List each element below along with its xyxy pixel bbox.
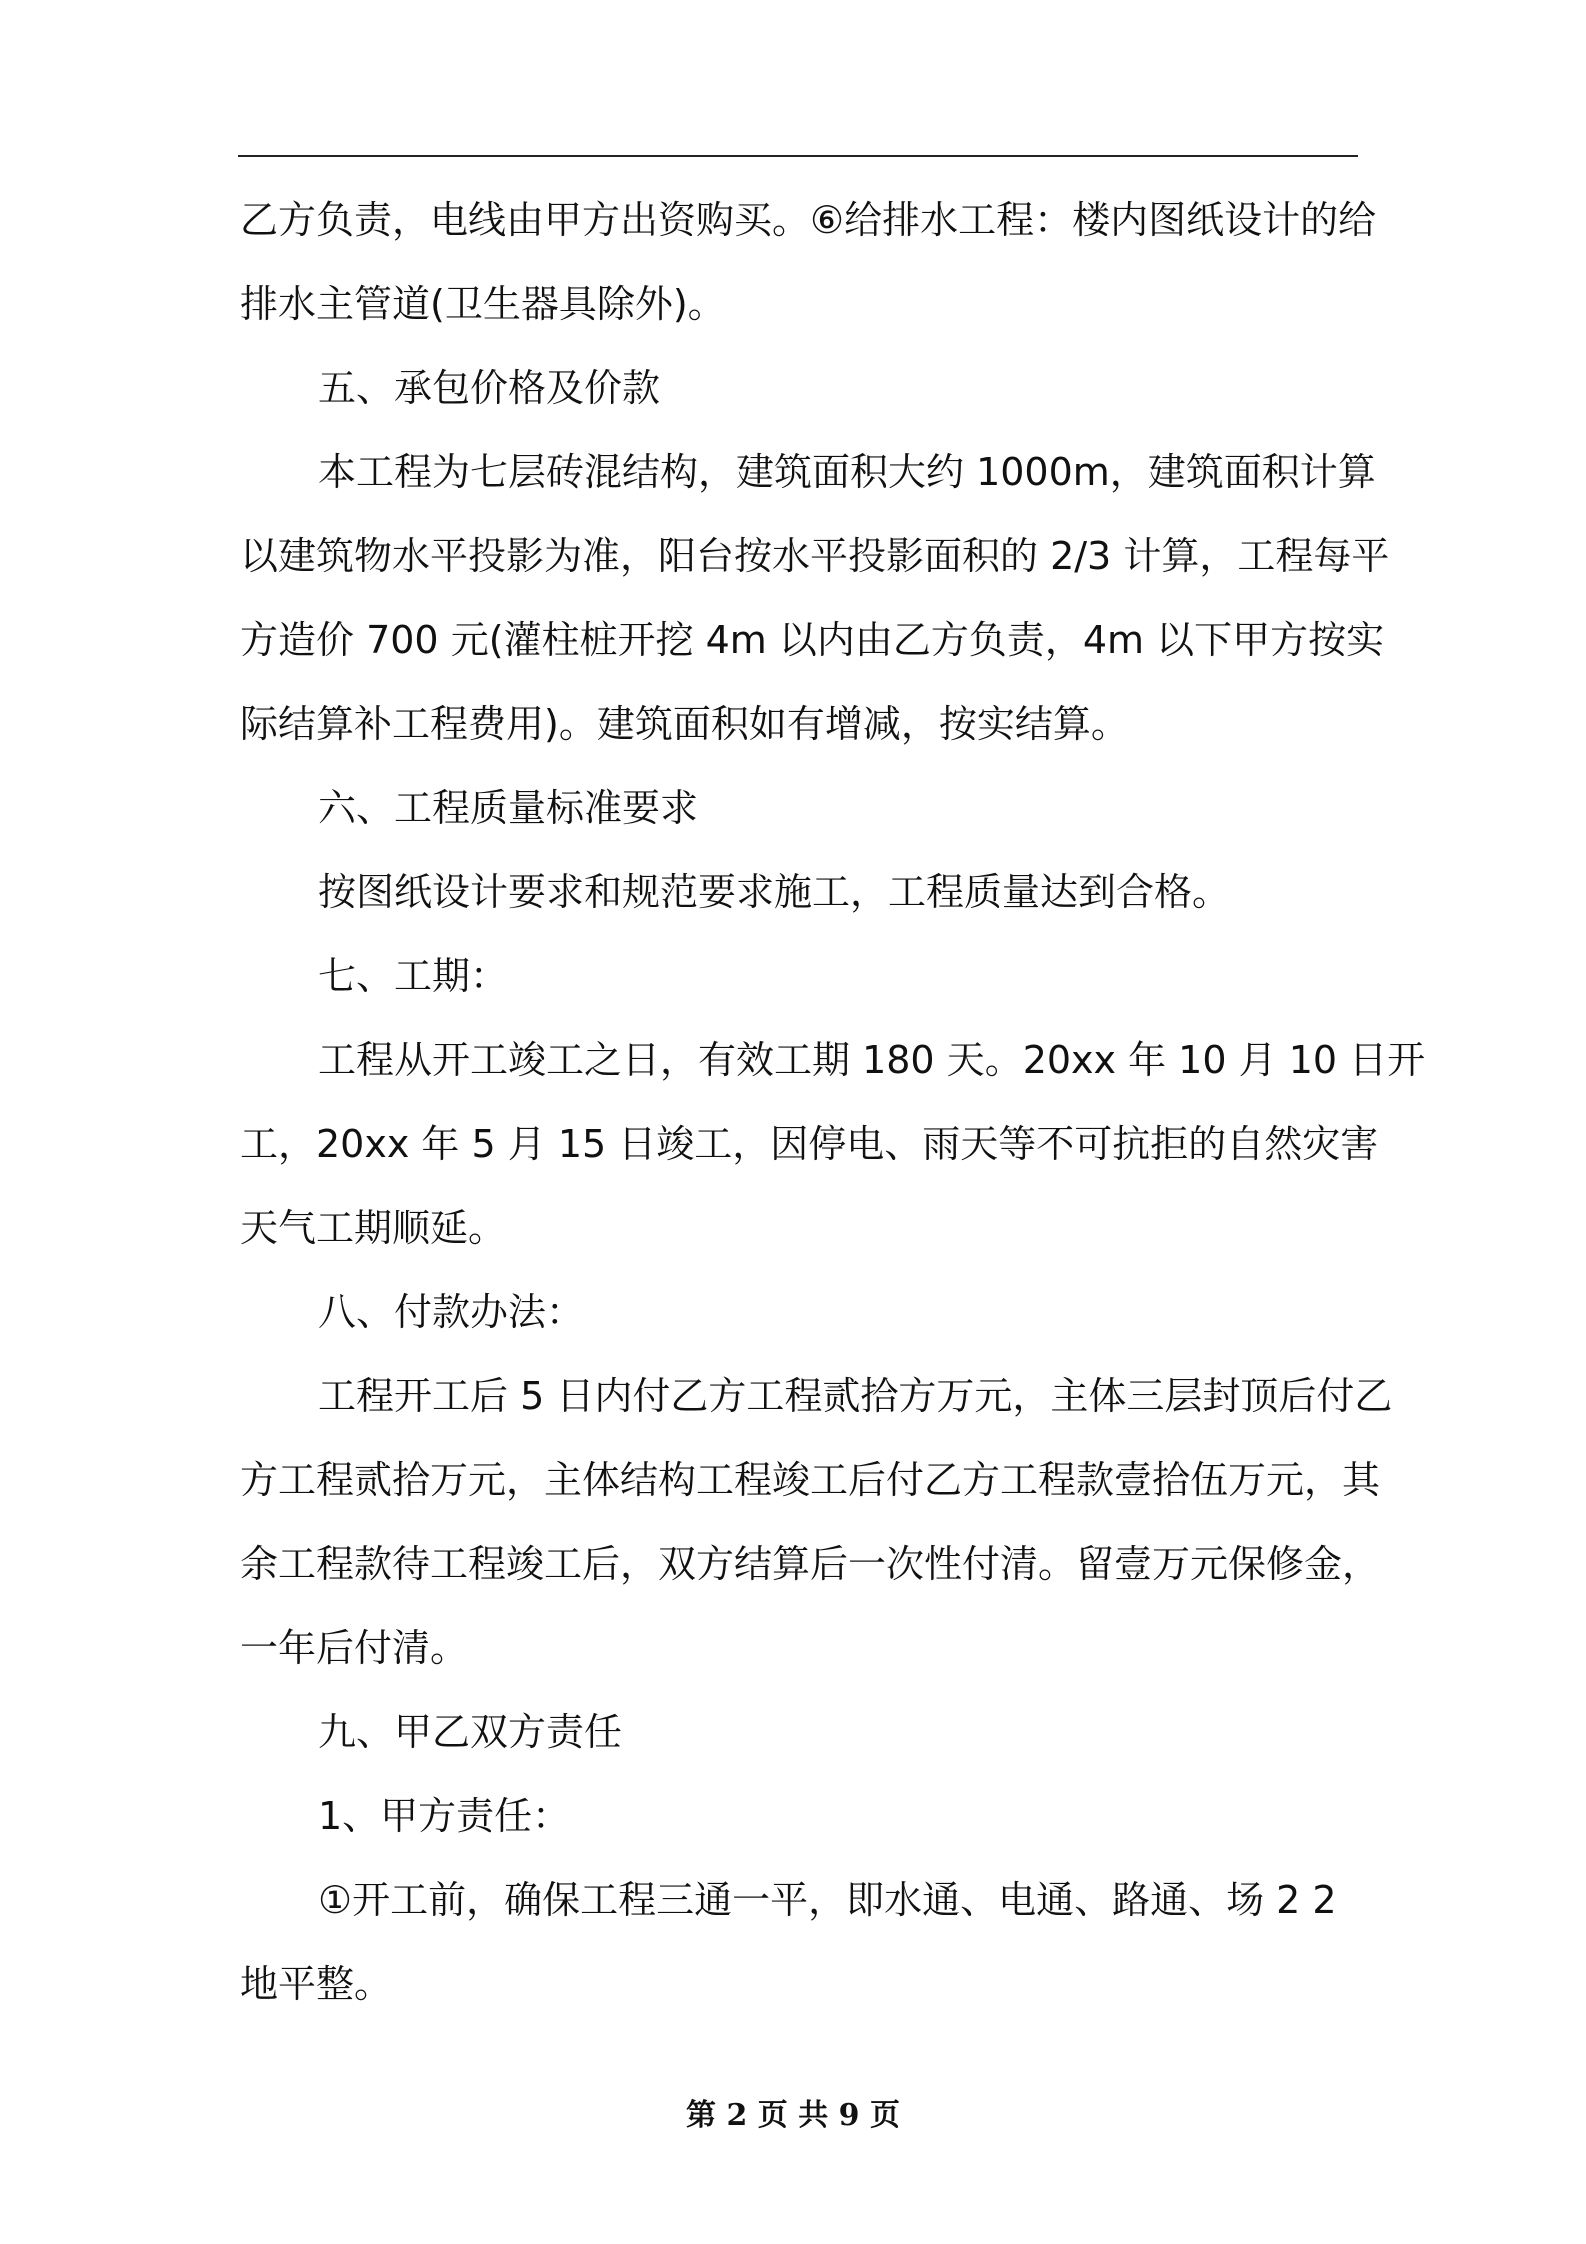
header-rule (238, 155, 1358, 157)
text-line: 方工程贰拾万元，主体结构工程竣工后付乙方工程款壹拾伍万元，其 (240, 1458, 1381, 1502)
text-line: 方造价 700 元(灌柱桩开挖 4m 以内由乙方负责，4m 以下甲方按实 (240, 618, 1385, 662)
text-line: ①开工前，确保工程三通一平，即水通、电通、路通、场 2 2 (318, 1878, 1337, 1922)
text-line: 本工程为七层砖混结构，建筑面积大约 1000m，建筑面积计算 (318, 450, 1376, 494)
section-heading: 六、工程质量标准要求 (318, 786, 699, 830)
text-line: 排水主管道(卫生器具除外)。 (240, 282, 726, 326)
text-line: 际结算补工程费用)。建筑面积如有增减，按实结算。 (240, 702, 1129, 746)
text-line: 以建筑物水平投影为准，阳台按水平投影面积的 2/3 计算，工程每平 (240, 534, 1390, 578)
section-heading: 五、承包价格及价款 (318, 366, 661, 410)
subsection-heading: 1、甲方责任： (318, 1794, 571, 1838)
text-line: 余工程款待工程竣工后，双方结算后一次性付清。留壹万元保修金， (240, 1542, 1381, 1586)
text-line: 工，20xx 年 5 月 15 日竣工，因停电、雨天等不可抗拒的自然灾害 (240, 1122, 1379, 1166)
section-heading: 七、工期： (318, 954, 509, 998)
page-number: 第 2 页 共 9 页 (686, 2098, 900, 2133)
text-line: 一年后付清。 (240, 1626, 469, 1670)
text-line: 天气工期顺延。 (240, 1206, 507, 1250)
section-heading: 八、付款办法： (318, 1290, 585, 1334)
text-line: 地平整。 (240, 1962, 393, 2006)
text-line: 按图纸设计要求和规范要求施工，工程质量达到合格。 (318, 870, 1231, 914)
text-line: 乙方负责，电线由甲方出资购买。⑥给排水工程：楼内图纸设计的给 (240, 198, 1377, 242)
section-heading: 九、甲乙双方责任 (318, 1710, 623, 1754)
text-line: 工程从开工竣工之日，有效工期 180 天。20xx 年 10 月 10 日开 (318, 1038, 1426, 1082)
text-line: 工程开工后 5 日内付乙方工程贰拾方万元，主体三层封顶后付乙 (318, 1374, 1393, 1418)
